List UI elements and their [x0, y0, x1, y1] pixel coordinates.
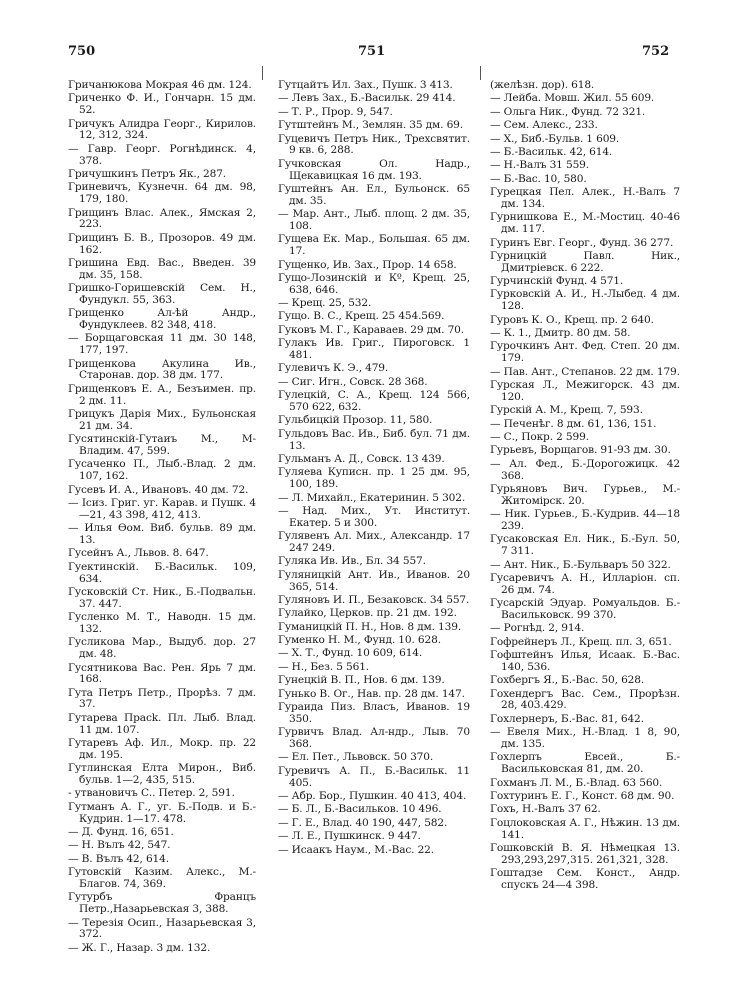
- directory-entry: — Гавр. Георг. Рогнѣдинск. 4, 378.: [68, 142, 256, 167]
- column-left: [68, 80, 256, 956]
- directory-entry: Гульбицкій Прозор. 11, 580.: [278, 414, 433, 427]
- directory-entry: Гульманъ А. Д., Совск. 13 439.: [278, 452, 445, 465]
- directory-entry: Гусятникова Вас. Рен. Ярь 7 дм. 168.: [68, 661, 256, 686]
- directory-entry: Гуревичъ А. П., Б.-Васильк. 11 405.: [278, 764, 470, 789]
- directory-entry: Гулявенъ Ал. Мих., Александр. 17 247 249.: [278, 530, 470, 554]
- directory-entry: Гуринъ Евг. Георг., Фунд. 36 277.: [490, 236, 674, 249]
- directory-entry: — Б. Л., Б.-Васильков. 10 496.: [278, 803, 442, 816]
- directory-entry: Гуштейнъ Ан. Ел., Бульонск. 65 дм. 35.: [278, 182, 470, 207]
- directory-entry: — Х., Биб.-Бульв. 1 609.: [490, 132, 620, 145]
- directory-entry: Гофштейнъ Илья, Исаак. Б.-Вас. 140, 536.: [490, 649, 680, 673]
- page-number-middle: 751: [358, 44, 386, 59]
- directory-entry: — Пав. Ант., Степанов. 22 дм. 179.: [490, 365, 680, 378]
- directory-entry: — Сиг. Игн., Совск. 28 368.: [278, 375, 428, 388]
- directory-entry: — Л. Е., Пушкинск. 9 447.: [278, 830, 421, 843]
- directory-entry: — Т. Р., Прор. 9, 547.: [278, 105, 393, 118]
- directory-entry: Гущо-Лозинскій и Кº, Крещ. 25, 638, 646.: [278, 271, 470, 296]
- directory-entry: — Ж. Г., Назар. 3 дм. 132.: [68, 941, 211, 954]
- column-right: [490, 80, 680, 893]
- directory-entry: Гулайко, Церков. пр. 21 дм. 192.: [278, 607, 457, 620]
- directory-entry: — Лейба. Мовш. Жил. 55 609.: [490, 92, 655, 105]
- directory-entry: — Ал. Фед., Б.-Дорогожицк. 42 368.: [490, 457, 680, 482]
- directory-entry: Гутштейнъ М., Землян. 35 дм. 69.: [278, 119, 463, 132]
- directory-entry: Гутовскій Казим. Алекс., М.-Благов. 74, 369.: [68, 866, 256, 890]
- directory-entry: Гурьевъ, Ворщагов. 91-93 дм. 30.: [490, 444, 671, 457]
- directory-entry: Гута Петръ Петр., Прорѣз. 7 дм. 37.: [68, 686, 256, 711]
- directory-entry: — Абр. Бор., Пушкин. 40 413, 404.: [278, 789, 467, 802]
- directory-entry: Гурьяновъ Вич. Гурьев., М.-Житомірск. 20.: [490, 482, 680, 507]
- directory-entry: Гулакъ Ив. Григ., Пироговск. 1 481.: [278, 337, 470, 362]
- directory-entry: — Борщаговская 11 дм. 30 148, 177, 197.: [68, 332, 256, 357]
- directory-entry: Гричукъ Алидра Георг., Кирилов. 12, 312, 324.: [68, 117, 256, 142]
- directory-entry: Гутлинская Елта Мирон., Виб. бульв. 1—2, 435, 515.: [68, 762, 256, 787]
- directory-entry: Гулевичъ К. Э., 479.: [278, 362, 389, 375]
- directory-entry: Грищенкова Акулина Ив., Старонав. дор. 38 дм. 177.: [68, 357, 256, 382]
- directory-entry: Гутаревъ Аф. Ил., Мокр. пр. 22 дм. 195.: [68, 737, 256, 761]
- directory-entry: Гохлернеръ, Б.-Вас. 81, 642.: [490, 712, 644, 725]
- directory-entry: Гусарскій Эдуар. Ромуальдов. Б.-Васильковск. 99 370.: [490, 597, 680, 621]
- directory-entry: Гуляева Куписн. пр. 1 25 дм. 95, 100, 189.: [278, 466, 470, 491]
- directory-entry: Грищенко Ал-ѣй Андр., Фундуклеев. 82 348, 418.: [68, 307, 256, 332]
- directory-entry: Грицукъ Дарія Мих., Бульонская 21 дм. 34.: [68, 408, 256, 432]
- directory-entry: Гущо. В. С., Крещ. 25 454.569.: [278, 310, 445, 323]
- directory-entry: — Крещ. 25, 532.: [278, 297, 372, 310]
- directory-entry: — К. 1., Дмитр. 80 дм. 58.: [490, 327, 631, 340]
- directory-entry: Гурчинскій Фунд. 4 571.: [490, 275, 624, 288]
- directory-entry: Гусленко М. Т., Наводн. 15 дм. 132.: [68, 611, 256, 635]
- directory-entry: Гусликова Мар., Выдуб. дор. 27 дм. 48.: [68, 636, 256, 661]
- directory-entry: — Илья Ѳом. Виб. бульв. 89 дм. 13.: [68, 522, 256, 546]
- column-middle: [278, 80, 470, 858]
- directory-entry: Гунецкій В. П., Нов. 6 дм. 139.: [278, 674, 445, 687]
- directory-entry: — Ісиз. Григ. уг. Карав. и Пушк. 4—21, 43 398, 412, 413.: [68, 496, 256, 521]
- directory-entry: Гуманицкій П. Н., Нов. 8 дм. 139.: [278, 620, 462, 633]
- directory-entry: — Ольга Ник., Фунд. 72 321.: [490, 105, 646, 118]
- directory-entry: Гофрейнеръ Л., Крещ. пл. 3, 651.: [490, 635, 672, 648]
- directory-entry: Гутцайтъ Ил. Зах., Пушк. 3 413.: [278, 79, 453, 91]
- directory-entry: Грищенковъ Е. А., Безъимен. пр. 2 дм. 11.: [68, 382, 256, 407]
- directory-entry: — Сем. Алекс., 233.: [490, 119, 598, 132]
- directory-entry: Гусаченко П., Лыб.-Влад. 2 дм. 107, 162.: [68, 458, 256, 483]
- directory-entry: Гурочкинъ Ант. Фед. Степ. 20 дм. 179.: [490, 340, 680, 365]
- directory-entry: Гущенко, Ив. Зах., Прор. 14 658.: [278, 258, 457, 271]
- directory-entry: Гуектинскій. Б.-Васильк. 109, 634.: [68, 560, 256, 585]
- directory-entry: — Ел. Пет., Львовск. 50 370.: [278, 751, 434, 764]
- directory-entry: Гульдовъ Вас. Ив., Биб. бул. 71 дм. 13.: [278, 427, 470, 452]
- directory-entry: Гулецкій, С. А., Крещ. 124 566, 570 622, 632.: [278, 389, 470, 414]
- directory-entry: Гричанюкова Мокрая 46 дм. 124.: [68, 79, 252, 91]
- directory-entry: Гришко-Горишевскій Сем. Н., Фундукл. 55, 363.: [68, 282, 256, 306]
- directory-entry: Гурницкій Павл. Ник., Дмитріевск. 6 222.: [490, 249, 680, 274]
- directory-entry: — Б.-Васильк. 42, 614.: [490, 145, 613, 158]
- directory-entry: — Б.-Вас. 10, 580.: [490, 172, 587, 185]
- directory-entry: — В. Вълъ 42, 614.: [68, 852, 169, 865]
- directory-entry: — Рогнѣд. 2, 914.: [490, 622, 585, 635]
- directory-entry: Гохбергъ Я., Б.-Вас. 50, 628.: [490, 674, 645, 687]
- page-number-right: 752: [642, 44, 670, 59]
- directory-entry: Гутманъ А. Г., уг. Б.-Подв. и Б.-Кудрин. 1—17. 478.: [68, 800, 256, 825]
- directory-entry: Гусейнъ А., Львов. 8. 647.: [68, 547, 209, 560]
- directory-entry: — Над. Мих., Ут. Институт. Екатер. 5 и 300.: [278, 504, 470, 529]
- directory-entry: Гохманъ Л. М., Б.-Влад. 63 560.: [490, 776, 663, 789]
- directory-entry: Гуменко Н. М., Фунд. 10. 628.: [278, 634, 441, 647]
- directory-entry: Гурецкая Пел. Алек., Н.-Валъ 7 дм. 134.: [490, 186, 680, 210]
- directory-entry: Грищинъ Влас. Алек., Ямская 2, 223.: [68, 206, 256, 231]
- directory-entry: — Н., Без. 5 561.: [278, 660, 370, 673]
- directory-entry: Гучковская Ол. Надр., Щекавицкая 16 дм. 193.: [278, 157, 470, 182]
- directory-entry: — Евеля Мих., Н.-Влад. 1 8, 90, дм. 135.: [490, 726, 680, 751]
- directory-entry: — С., Покр. 2 599.: [490, 430, 589, 443]
- directory-entry: Гутарева Прасk. Пл. Лыб. Влад. 11 дм. 107.: [68, 711, 256, 736]
- directory-entry: (желѣзн. дор). 618.: [490, 79, 595, 91]
- page-number-left: 750: [68, 44, 96, 59]
- directory-entry: - утвановичъ С.. Петер. 2, 591.: [68, 787, 235, 800]
- directory-entry: — Ник. Гурьев., Б.-Кудрив. 44—18 239.: [490, 508, 680, 532]
- directory-entry: Гришина Евд. Вас., Введен. 39 дм. 35, 158.: [68, 256, 256, 281]
- directory-entry: — Левъ Зах., Б.-Васильк. 29 414.: [278, 92, 456, 105]
- directory-entry: Гусаревичъ А. Н., Илларіон. сп. 26 дм. 74.: [490, 571, 680, 596]
- directory-entry: Гохтуринъ Е. Г., Конст. 68 дм. 90.: [490, 789, 675, 802]
- directory-entry: — Терезія Осип., Назарьевская 3, 372.: [68, 916, 256, 941]
- directory-entry: — Х. Т., Фунд. 10 609, 614.: [278, 647, 423, 660]
- directory-entry: Гриченко Ф. И., Гончарн. 15 дм. 52.: [68, 92, 256, 117]
- directory-entry: — Л. Михайл., Екатеринин. 5 302.: [278, 491, 466, 504]
- column-divider-left: [262, 66, 263, 80]
- directory-entry: Гриневичъ, Кузнечн. 64 дм. 98, 179, 180.: [68, 181, 256, 206]
- directory-entry: Гохъ, Н.-Валъ 37 62.: [490, 803, 601, 816]
- directory-entry: Гуковъ М. Г., Караваев. 29 дм. 70.: [278, 323, 464, 336]
- directory-entry: Гохлерпъ Евсей., Б.-Васильковская 81, дм. 20.: [490, 751, 680, 776]
- directory-entry: — Мар. Ант., Лыб. площ. 2 дм. 35, 108.: [278, 208, 470, 232]
- directory-entry: Гураида Пиз. Власъ, Иванов. 19 350.: [278, 701, 470, 725]
- directory-entry: Гутурбъ Францъ Петр.,Назарьевская 3, 388.: [68, 891, 256, 916]
- directory-entry: Гусятинскій-Гутаиъ М., М-Владим. 47, 599.: [68, 433, 256, 458]
- directory-entry: Гричушкинъ Петръ Як., 287.: [68, 167, 227, 180]
- directory-entry: Гуляницкій Ант. Ив., Иванов. 20 365, 514.: [278, 568, 470, 593]
- directory-entry: Грищинъ Б. В., Прозоров. 49 дм. 162.: [68, 231, 256, 256]
- directory-entry: — Исаакъ Наум., М.-Вас. 22.: [278, 843, 434, 856]
- directory-entry: — Н. Вълъ 42, 547.: [68, 839, 171, 852]
- directory-entry: — Н.-Валъ 31 559.: [490, 159, 589, 172]
- directory-entry: — Д. Фунд. 16, 651.: [68, 826, 174, 839]
- directory-entry: Гусевъ И. А., Ивановъ. 40 дм. 72.: [68, 483, 249, 496]
- directory-entry: Гусаковская Ел. Ник., Б.-Бул. 50, 7 311.: [490, 533, 680, 558]
- directory-entry: Гущева Ек. Мар., Большая. 65 дм. 17.: [278, 233, 470, 258]
- directory-entry: Гунько В. Ог., Нав. пр. 28 дм. 147.: [278, 687, 465, 700]
- directory-entry: Гоцлоковская А. Г., Нѣжин. 13 дм. 141.: [490, 816, 680, 841]
- directory-entry: Гурнишкова Е., М.-Мостиц. 40-46 дм. 117.: [490, 211, 680, 236]
- directory-entry: Гурвичъ Влад. Ал-ндр., Лыв. 70 368.: [278, 726, 470, 751]
- directory-entry: — Ант. Ник., Б.-Бульваръ 50 322.: [490, 558, 671, 571]
- directory-entry: Гохендергъ Вас. Сем., Прорѣзн. 28, 403.429.: [490, 687, 680, 712]
- directory-entry: Гуцевичъ Петръ Ник., Трехсвятит. 9 кв. 6, 288.: [278, 132, 470, 157]
- directory-entry: — Г. Е., Влад. 40 190, 447, 582.: [278, 816, 448, 829]
- directory-entry: Гурская Л., Межигорск. 43 дм. 120.: [490, 379, 680, 403]
- column-divider-right: [480, 66, 481, 80]
- directory-entry: Гурскій А. М., Крещ. 7, 593.: [490, 404, 643, 417]
- directory-entry: Гоштадзе Сем. Конст., Андр. спускъ 24—4 398.: [490, 867, 680, 891]
- directory-entry: Гурковскій А. И., Н.-Лыбед. 4 дм. 128.: [490, 288, 680, 313]
- directory-entry: Гуляновъ И. П., Безаковск. 34 557.: [278, 593, 470, 606]
- directory-entry: — Печенѣг. 8 дм. 61, 136, 151.: [490, 417, 657, 430]
- directory-entry: Гуровъ К. О., Крещ. пр. 2 640.: [490, 313, 654, 326]
- directory-entry: Гуляка Ив. Ив., Бл. 34 557.: [278, 555, 426, 568]
- directory-entry: Гусковскій Ст. Ник., Б.-Подвальн. 37. 447.: [68, 585, 256, 610]
- directory-entry: Гошковскій В. Я. Нѣмецкая 13. 293,293,297,315. 261,321, 328.: [490, 841, 680, 866]
